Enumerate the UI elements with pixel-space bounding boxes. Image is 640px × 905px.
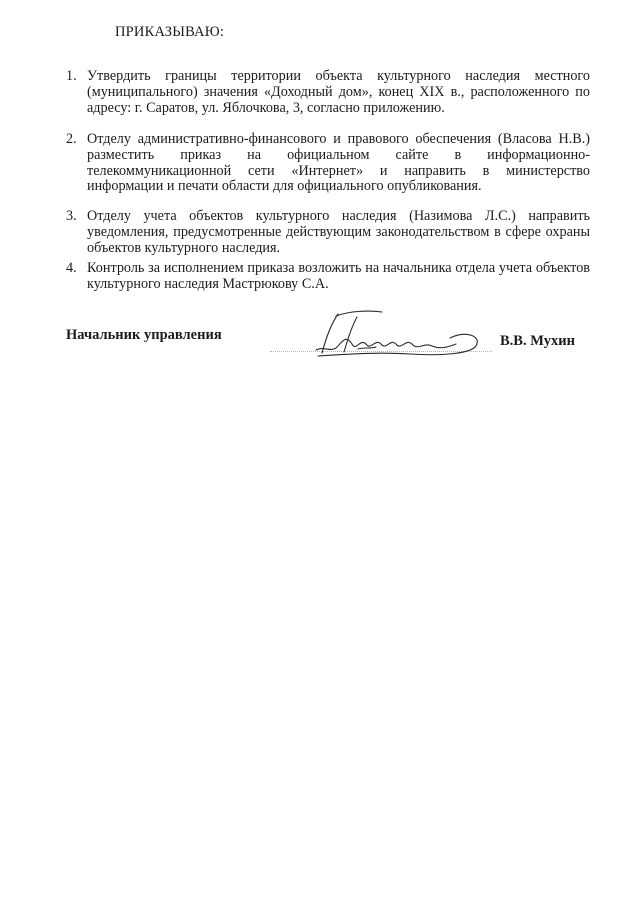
item-number: 4.: [66, 260, 77, 276]
order-heading: ПРИКАЗЫВАЮ:: [115, 24, 225, 40]
item-number: 2.: [66, 131, 77, 147]
item-number: 3.: [66, 208, 77, 224]
handwritten-signature: [300, 308, 490, 360]
item-number: 1.: [66, 68, 77, 84]
order-item-2: [66, 132, 590, 195]
order-item-3: [66, 209, 590, 256]
order-item-1: [66, 69, 590, 116]
item-text: Контроль за исполнением приказа возложить на начальника отдела учета объектов культурного наследия Мастрюкову С.А.: [87, 260, 590, 292]
signatory-role: Начальник управления: [66, 327, 222, 343]
item-text: Отделу административно-финансового и правового обеспечения (Власова Н.В.) разместить приказ на официальном сайте в информационно-телекоммуникационной сети «Интернет» и направить в министерство информации и печати области для официального опубликования.: [87, 131, 590, 195]
item-text: Утвердить границы территории объекта культурного наследия местного (муниципального) значения «Доходный дом», конец XIX в., расположенного по адресу: г. Саратов, ул. Яблочкова, 3, согласно приложению.: [87, 68, 590, 116]
item-text: Отделу учета объектов культурного наследия (Назимова Л.С.) направить уведомления, предусмотренные действующим законодательством в сфере охраны объектов культурного наследия.: [87, 208, 590, 256]
signatory-name: В.В. Мухин: [500, 333, 575, 349]
order-item-4: [66, 261, 590, 293]
